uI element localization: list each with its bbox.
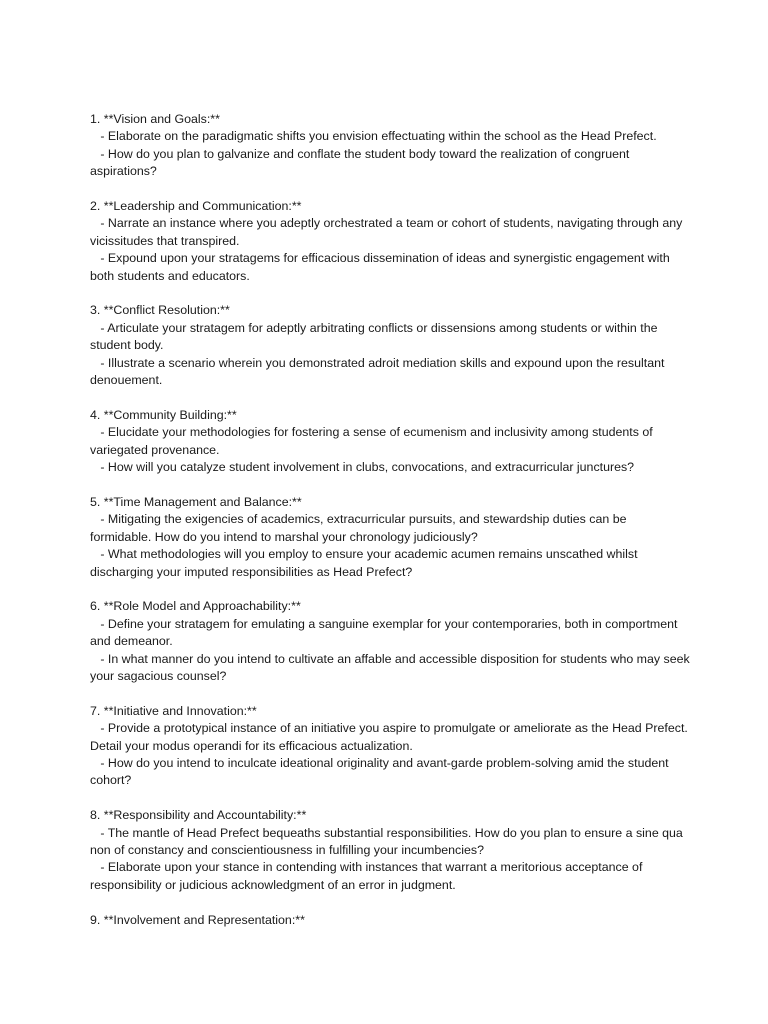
section-leadership-and-communication: [90, 198, 690, 285]
section-bullet: - Narrate an instance where you adeptly orchestrated a team or cohort of students, navigating through any vicissitudes that transpired.: [90, 215, 690, 250]
section-heading: 9. **Involvement and Representation:**: [90, 912, 305, 927]
section-bullet: - Articulate your stratagem for adeptly arbitrating conflicts or dissensions among students or within the student body.: [90, 320, 690, 355]
section-responsibility-and-accountability: [90, 807, 690, 894]
section-community-building: [90, 407, 690, 477]
section-bullet: - Mitigating the exigencies of academics, extracurricular pursuits, and stewardship duties can be formidable. How do you intend to marshal your chronology judiciously?: [90, 511, 690, 546]
document-page: [90, 111, 694, 946]
section-initiative-and-innovation: [90, 703, 690, 790]
section-bullet: - How do you intend to inculcate ideational originality and avant-garde problem-solving amid the student cohort?: [90, 755, 690, 790]
section-bullet: - What methodologies will you employ to ensure your academic acumen remains unscathed whilst discharging your imputed responsibilities as Head Prefect?: [90, 546, 690, 581]
section-heading: 1. **Vision and Goals:**: [90, 112, 220, 126]
section-heading: 3. **Conflict Resolution:**: [90, 303, 230, 318]
section-heading: 8. **Responsibility and Accountability:**: [90, 808, 307, 823]
section-bullet: - Provide a prototypical instance of an initiative you aspire to promulgate or ameliorate as the Head Prefect. Detail your modus operandi for its efficacious actualization.: [90, 720, 690, 755]
section-bullet: - How do you plan to galvanize and conflate the student body toward the realization of congruent aspirations?: [90, 146, 690, 181]
section-heading: 2. **Leadership and Communication:**: [90, 199, 302, 214]
section-heading: 5. **Time Management and Balance:**: [90, 494, 302, 509]
section-bullet: - How will you catalyze student involvement in clubs, convocations, and extracurricular junctures?: [90, 459, 690, 476]
section-role-model-and-approachability: [90, 598, 694, 685]
section-conflict-resolution: [90, 302, 690, 389]
section-heading: 4. **Community Building:**: [90, 407, 237, 422]
section-bullet: - The mantle of Head Prefect bequeaths substantial responsibilities. How do you plan to ensure a sine qua non of constancy and conscientiousness in fulfilling your incumbencies?: [90, 825, 690, 860]
section-bullet: - Elucidate your methodologies for fostering a sense of ecumenism and inclusivity among students of variegated provenance.: [90, 424, 690, 459]
section-heading: 7. **Initiative and Innovation:**: [90, 703, 257, 718]
section-vision-and-goals: [90, 111, 690, 181]
section-time-management-and-balance: [90, 494, 690, 581]
section-involvement-and-representation: [90, 912, 690, 929]
section-bullet: - Define your stratagem for emulating a sanguine exemplar for your contemporaries, both in comportment and demeanor.: [90, 616, 690, 651]
section-bullet: - Illustrate a scenario wherein you demonstrated adroit mediation skills and expound upon the resultant denouement.: [90, 355, 690, 390]
section-bullet: - Expound upon your stratagems for efficacious dissemination of ideas and synergistic engagement with both students and educators.: [90, 250, 690, 285]
section-heading: 6. **Role Model and Approachability:**: [90, 599, 301, 614]
section-bullet: - Elaborate upon your stance in contending with instances that warrant a meritorious acceptance of responsibility or judicious acknowledgment of an error in judgment.: [90, 859, 690, 894]
section-bullet: - Elaborate on the paradigmatic shifts you envision effectuating within the school as the Head Prefect.: [90, 128, 690, 145]
section-bullet: - In what manner do you intend to cultivate an affable and accessible disposition for students who may seek your sagacious counsel?: [90, 651, 690, 686]
